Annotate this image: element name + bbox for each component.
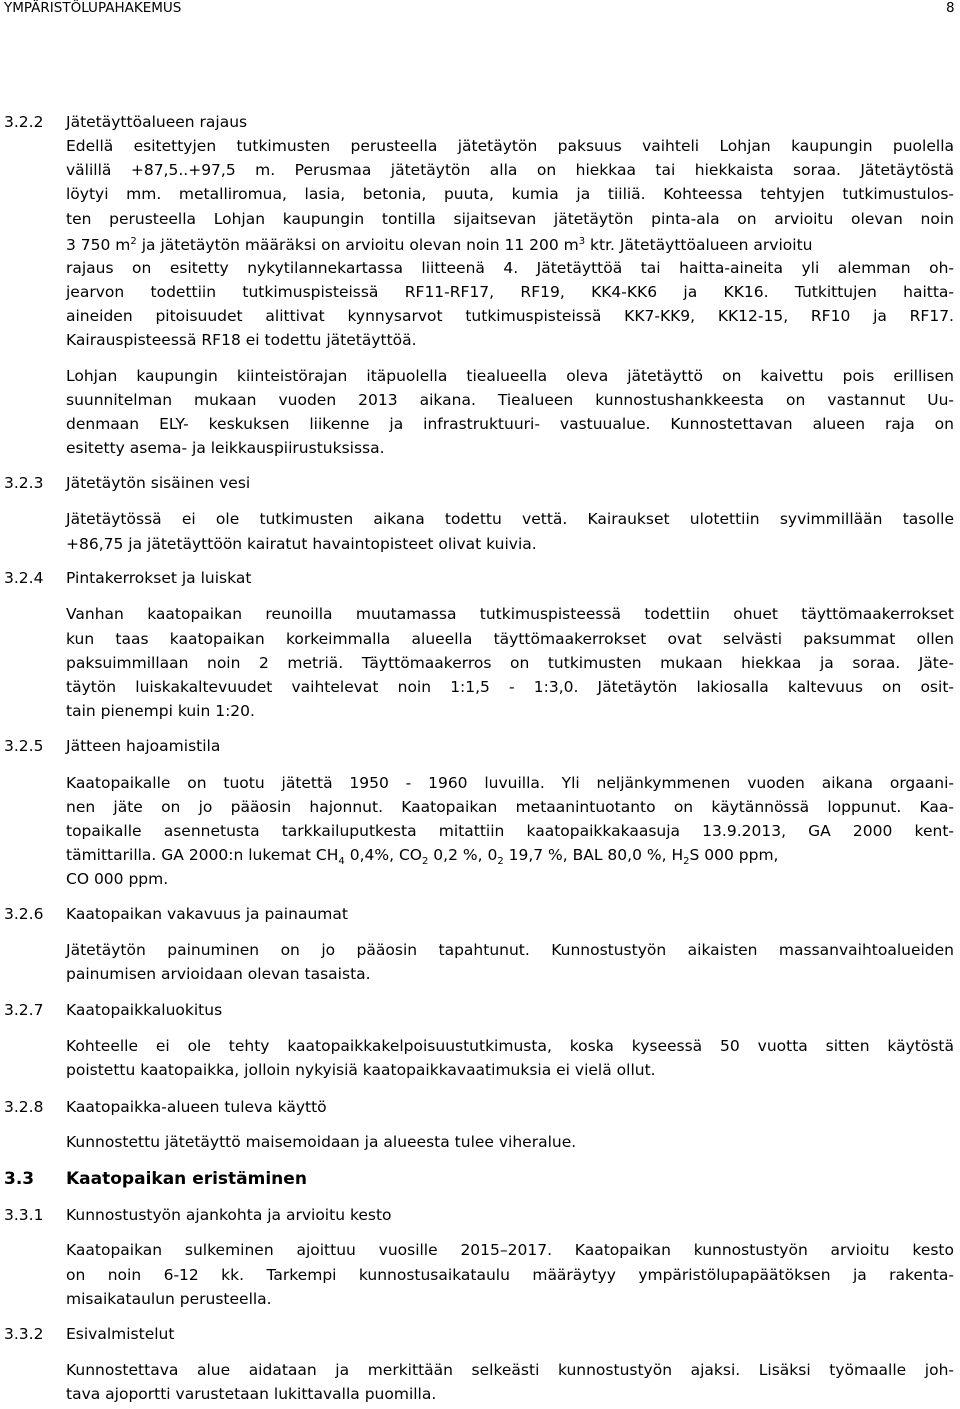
paragraph-line: Vanhan kaatopaikan reunoilla muutamassa tutkimuspisteessä todettiin ohuet täyttömaakerrokset	[66, 605, 954, 623]
paragraph-line: Jätetäytön painuminen on jo pääosin tapahtunut. Kunnostustyön aikaisten massanvaihtoalueiden	[66, 941, 954, 959]
paragraph-line: 3 750 $m^2$ ja jätetäytön määräksi on arvioitu olevan noin 11 200 $m^3$ ktr. Jätetäyttöalueen arvioitu	[66, 235, 813, 254]
paragraph-line: tämittarilla. GA 2000:n lukemat $CH_4$ 0,4%, $CO_2$ 0,2 %, $0_2$ 19,7 %, BAL 80,0 %, $H_2S$ 000 ppm,	[66, 846, 779, 868]
paragraph-line: Kohteelle ei ole tehty kaatopaikkakelpoisuustutkimusta, koska kyseessä 50 vuotta sitten käytöstä	[66, 1037, 954, 1055]
section-number: 3.2.4	[4, 569, 44, 587]
paragraph-line: Kairauspisteessä RF18 ei todettu jätetäyttöä.	[66, 331, 417, 349]
paragraph-line: tava ajoportti varustetaan lukittavalla puomilla.	[66, 1385, 437, 1403]
paragraph-line: Jätetäytössä ei ole tutkimusten aikana todettu vettä. Kairaukset ulotettiin syvimmillään tasolle	[66, 510, 954, 528]
paragraph-line: tain pienempi kuin 1:20.	[66, 702, 255, 720]
paragraph-line: Lohjan kaupungin kiinteistörajan itäpuolella tiealueella oleva jätetäyttö on kaivettu pois erillisen	[66, 367, 954, 385]
paragraph-line: nen jäte on jo pääosin hajonnut. Kaatopaikan metaanintuotanto on käytännössä loppunut. Kaa-	[66, 798, 954, 816]
section-number: 3.3.2	[4, 1325, 44, 1343]
paragraph-line: topaikalle asennetusta tarkkailuputkesta mitattiin kaatopaikkakaasuja 13.9.2013, GA 2000 kent-	[66, 822, 954, 840]
page-number: 8	[946, 0, 955, 16]
paragraph-line: +86,75 ja jätetäyttöön kairatut havaintopisteet olivat kuivia.	[66, 535, 537, 553]
section-title: Kunnostustyön ajankohta ja arvioitu kesto	[66, 1206, 392, 1224]
paragraph-line: Kunnostettava alue aidataan ja merkittään selkeästi kunnostustyön ajaksi. Lisäksi työmaalle joh-	[66, 1361, 954, 1379]
paragraph-line: Kaatopaikan sulkeminen ajoittuu vuosille 2015–2017. Kaatopaikan kunnostustyön arvioitu kesto	[66, 1241, 954, 1259]
paragraph-line: Kaatopaikalle on tuotu jätettä 1950 - 1960 luvuilla. Yli neljänkymmenen vuoden aikana orgaani-	[66, 774, 954, 792]
running-header-title: YMPÄRISTÖLUPAHAKEMUS	[4, 0, 182, 16]
section-title: Kaatopaikka-alueen tuleva käyttö	[66, 1098, 327, 1116]
paragraph-line: Kunnostettu jätetäyttö maisemoidaan ja alueesta tulee viheralue.	[66, 1133, 577, 1151]
paragraph-line: aineiden pitoisuudet alittivat kynnysarvot tutkimuspisteissä KK7-KK9, KK12-15, RF10 ja RF17.	[66, 307, 954, 325]
paragraph-line: CO 000 ppm.	[66, 870, 169, 888]
paragraph-line: täytön luiskakaltevuudet vaihtelevat noin 1:1,5 - 1:3,0. Jätetäytön lakiosalla kaltevuus on osit-	[66, 678, 954, 696]
section-number: 3.2.5	[4, 737, 44, 755]
paragraph-line: paksuimmillaan noin 2 metriä. Täyttömaakerros on tutkimusten mukaan hiekkaa ja soraa. Jäte-	[66, 654, 954, 672]
section-title: Jätetäytön sisäinen vesi	[66, 474, 251, 492]
section-title: Pintakerrokset ja luiskat	[66, 569, 252, 587]
section-number: 3.2.6	[4, 905, 44, 923]
section-title: Esivalmistelut	[66, 1325, 175, 1343]
section-number: 3.3.1	[4, 1206, 44, 1224]
section-number: 3.2.2	[4, 113, 44, 131]
section-title: Kaatopaikan eristäminen	[66, 1169, 307, 1189]
paragraph-line: poistettu kaatopaikka, jolloin nykyisiä kaatopaikkavaatimuksia ei vielä ollut.	[66, 1061, 656, 1079]
paragraph-line: välillä +87,5..+97,5 m. Perusmaa jätetäytön alla on hiekkaa tai hiekkaista soraa. Jätetäytöstä	[66, 161, 954, 179]
section-number: 3.2.3	[4, 474, 44, 492]
paragraph-line: löytyi mm. metalliromua, lasia, betonia, puuta, kumia ja tiiliä. Kohteessa tehtyjen tutkimustulos-	[66, 185, 954, 203]
paragraph-line: kun taas kaatopaikan korkeimmalla alueella täyttömaakerrokset ovat selvästi paksummat ollen	[66, 630, 954, 648]
paragraph-line: suunnitelman mukaan vuoden 2013 aikana. Tiealueen kunnostushankkeesta on vastannut Uu-	[66, 391, 954, 409]
section-title: Kaatopaikkaluokitus	[66, 1001, 223, 1019]
section-title: Jätetäyttöalueen rajaus	[66, 113, 248, 131]
section-title: Kaatopaikan vakavuus ja painaumat	[66, 905, 348, 923]
section-number: 3.2.7	[4, 1001, 44, 1019]
paragraph-line: ten perusteella Lohjan kaupungin tontilla sijaitsevan jätetäytön pinta-ala on arvioitu olevan noin	[66, 210, 954, 228]
paragraph-line: jearvon todettiin tutkimuspisteissä RF11-RF17, RF19, KK4-KK6 ja KK16. Tutkittujen haitta-	[66, 283, 954, 301]
section-title: Jätteen hajoamistila	[66, 737, 221, 755]
section-number: 3.3	[4, 1169, 35, 1189]
paragraph-line: rajaus on esitetty nykytilannekartassa liitteenä 4. Jätetäyttöä tai haitta-aineita yli alemman oh-	[66, 259, 954, 277]
paragraph-line: Edellä esitettyjen tutkimusten perusteella jätetäytön paksuus vaihteli Lohjan kaupungin puolella	[66, 137, 954, 155]
paragraph-line: on noin 6-12 kk. Tarkempi kunnostusaikataulu määräytyy ympäristölupapäätöksen ja rakenta-	[66, 1266, 954, 1284]
section-number: 3.2.8	[4, 1098, 44, 1116]
paragraph-line: esitetty asema- ja leikkauspiirustuksissa.	[66, 439, 385, 457]
paragraph-line: denmaan ELY- keskuksen liikenne ja infrastruktuuri- vastuualue. Kunnostettavan alueen raja on	[66, 415, 954, 433]
paragraph-line: misaikataulun perusteella.	[66, 1290, 272, 1308]
paragraph-line: painumisen arvioidaan olevan tasaista.	[66, 965, 371, 983]
